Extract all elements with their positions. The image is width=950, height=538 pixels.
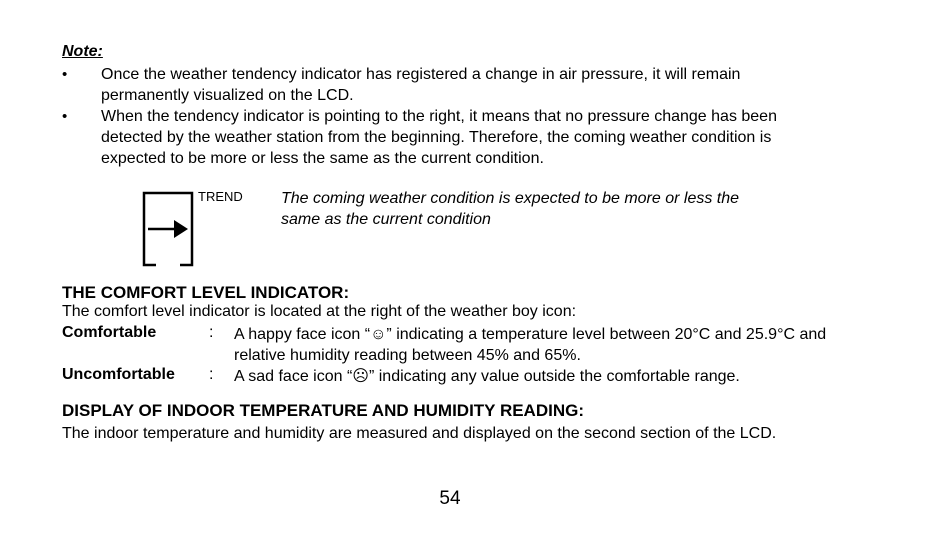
note-bullet-list: [62, 64, 822, 169]
comfortable-label: Comfortable: [62, 324, 157, 341]
trend-right-arrow-icon: [142, 190, 194, 268]
display-section-text: The indoor temperature and humidity are measured and displayed on the second section of the LCD.: [62, 425, 777, 442]
trend-label: TREND: [198, 189, 243, 204]
trend-description: The coming weather condition is expected to be more or less the same as the current condition: [281, 190, 740, 228]
note-bullet-item: [62, 64, 822, 106]
bullet-dot-icon: •: [62, 108, 68, 125]
uncomfortable-colon: :: [209, 366, 214, 383]
note-bullet-text: When the tendency indicator is pointing to the right, it means that no pressure change has been detected by the weather station from the beginning. Therefore, the coming weather condition is expected to be more or less the same as the current condition.: [101, 108, 777, 167]
note-bullet-item: [62, 106, 822, 169]
bullet-dot-icon: •: [62, 66, 68, 83]
comfort-section-heading: THE COMFORT LEVEL INDICATOR:: [62, 283, 350, 302]
uncomfortable-label: Uncomfortable: [62, 366, 175, 383]
page-number: 54: [439, 488, 461, 509]
uncomfortable-description: A sad face icon “☹” indicating any value outside the comfortable range.: [234, 368, 740, 385]
display-section-heading: DISPLAY OF INDOOR TEMPERATURE AND HUMIDITY READING:: [62, 401, 584, 420]
comfort-intro-text: The comfort level indicator is located at the right of the weather boy icon:: [62, 303, 577, 320]
comfortable-description: A happy face icon “☺” indicating a temperature level between 20°C and 25.9°C and relative humidity reading between 45% and 65%.: [234, 326, 827, 364]
note-bullet-text: Once the weather tendency indicator has registered a change in air pressure, it will remain permanently visualized on the LCD.: [101, 66, 741, 104]
note-heading: Note:: [62, 43, 103, 60]
comfortable-colon: :: [209, 324, 214, 341]
